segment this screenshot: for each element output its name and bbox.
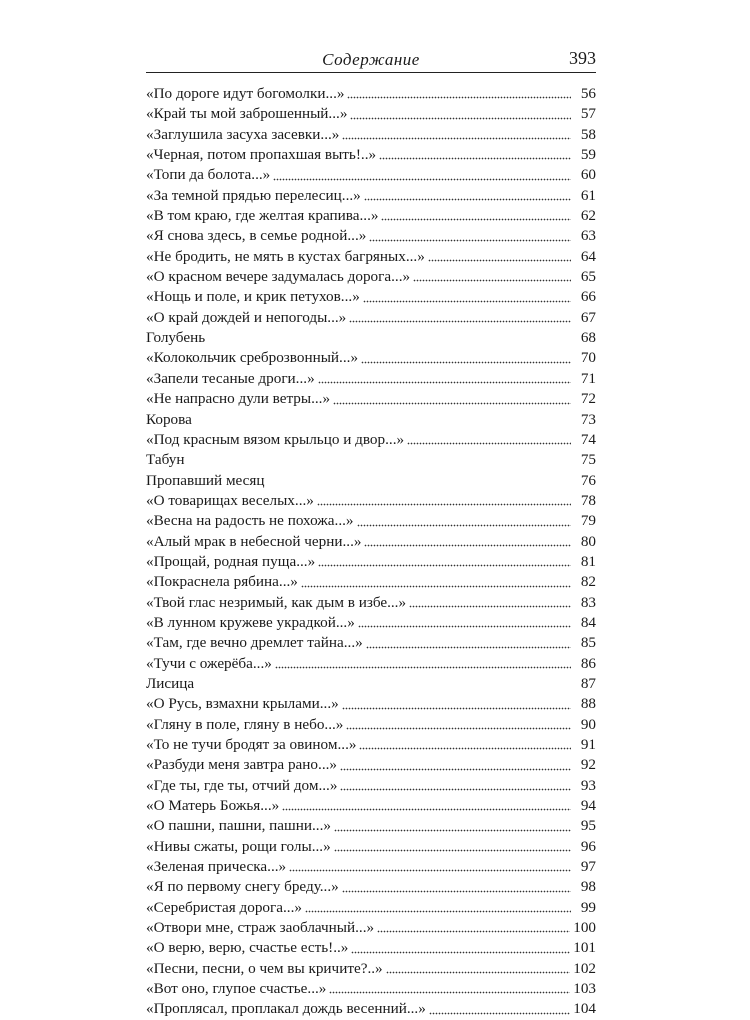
toc-entry-page: 78	[580, 491, 596, 509]
toc-entry-page: 79	[580, 512, 596, 530]
toc-entry-title: «Зеленая прическа...»	[146, 858, 287, 876]
toc-entry-page: 93	[580, 776, 596, 794]
toc-entry	[146, 165, 596, 185]
toc-dot-leader	[364, 198, 571, 201]
toc-entry-page: 61	[580, 186, 596, 204]
toc-entry-page: 84	[580, 613, 596, 631]
toc-entry-page: 58	[580, 125, 596, 143]
toc-entry-page: 75	[580, 451, 596, 469]
toc-entry-page: 103	[573, 980, 596, 998]
toc-entry-title: «Заглушила засуха засевки...»	[146, 125, 340, 143]
toc-entry-page: 82	[580, 573, 596, 591]
toc-entry	[146, 613, 596, 633]
toc-entry-title: «За темной прядью перелесиц...»	[146, 186, 361, 204]
toc-entry-title: «Гляну в поле, гляну в небо...»	[146, 715, 344, 733]
toc-entry-page: 74	[580, 430, 596, 448]
toc-entry-title: Корова	[146, 410, 192, 428]
toc-entry-title: «Не напрасно дули ветры...»	[146, 390, 331, 408]
toc-dot-leader	[350, 117, 571, 120]
toc-entry	[146, 450, 596, 470]
toc-entry-title: «В лунном кружеве украдкой...»	[146, 613, 355, 631]
toc-entry-page: 76	[580, 471, 596, 489]
toc-entry	[146, 552, 596, 572]
toc-entry	[146, 206, 596, 226]
toc-entry	[146, 755, 596, 775]
toc-dot-leader	[273, 178, 571, 181]
toc-entry-title: «О товарищах веселых...»	[146, 491, 314, 509]
toc-entry-title: «То не тучи бродят за овином...»	[146, 736, 357, 753]
toc-entry-page: 67	[580, 308, 596, 326]
toc-entry	[146, 572, 596, 592]
toc-dot-leader	[333, 402, 571, 405]
table-of-contents	[146, 84, 596, 1020]
toc-entry-page: 60	[580, 166, 596, 184]
toc-entry	[146, 430, 596, 450]
toc-entry-page: 86	[580, 654, 596, 672]
toc-entry-title: «Нивы сжаты, рощи голы...»	[146, 837, 331, 855]
toc-entry	[146, 267, 596, 287]
toc-entry	[146, 674, 596, 694]
toc-entry-title: «О пашни, пашни, пашни...»	[146, 817, 331, 835]
toc-entry-title: «О Русь, взмахни крылами...»	[146, 695, 339, 713]
toc-entry-title: Табун	[146, 451, 185, 469]
toc-entry-page: 95	[580, 817, 596, 835]
toc-entry	[146, 287, 596, 307]
toc-dot-leader	[334, 849, 571, 852]
toc-dot-leader	[282, 808, 571, 811]
toc-entry-page: 66	[580, 288, 596, 306]
toc-entry-title: «Тучи с ожерёба...»	[146, 654, 272, 672]
toc-entry	[146, 593, 596, 613]
toc-entry-title: «Нощь и поле, и крик петухов...»	[146, 288, 360, 306]
toc-entry-page: 83	[580, 593, 596, 611]
toc-entry-page: 80	[580, 532, 596, 550]
toc-entry	[146, 796, 596, 816]
toc-dot-leader	[377, 930, 570, 933]
toc-dot-leader	[347, 96, 571, 99]
toc-entry-page: 65	[580, 268, 596, 286]
toc-entry-page: 57	[580, 105, 596, 123]
toc-dot-leader	[275, 666, 571, 669]
toc-entry	[146, 694, 596, 714]
toc-dot-leader	[349, 320, 571, 323]
toc-entry-title: «По дороге идут богомолки...»	[146, 85, 345, 102]
toc-entry-page: 102	[573, 959, 596, 977]
toc-dot-leader	[334, 829, 571, 832]
toc-dot-leader	[363, 300, 571, 303]
toc-dot-leader	[364, 544, 571, 547]
toc-entry-page: 92	[580, 756, 596, 774]
toc-entry-title: «Я по первому снегу бреду...»	[146, 878, 339, 896]
toc-entry	[146, 389, 596, 409]
toc-entry-title: Голубень	[146, 329, 206, 347]
toc-entry-title: «О край дождей и непогоды...»	[146, 308, 347, 326]
toc-entry	[146, 938, 596, 958]
toc-dot-leader	[428, 259, 571, 262]
toc-dot-leader	[197, 686, 571, 689]
toc-entry-page: 81	[580, 552, 596, 570]
toc-entry-page: 64	[580, 247, 596, 265]
toc-dot-leader	[342, 890, 571, 893]
toc-dot-leader	[407, 442, 571, 445]
toc-entry-title: «Топи да болота...»	[146, 166, 271, 184]
toc-entry-title: «Прощай, родная пуща...»	[146, 552, 316, 570]
running-header	[146, 48, 596, 73]
toc-dot-leader	[301, 585, 571, 588]
header-title: Содержание	[322, 50, 420, 69]
toc-entry-page: 62	[580, 207, 596, 225]
toc-entry	[146, 654, 596, 674]
toc-entry-title: «О красном вечере задумалась дорога...»	[146, 268, 411, 286]
toc-dot-leader	[358, 625, 571, 628]
toc-entry	[146, 816, 596, 836]
toc-entry	[146, 511, 596, 531]
toc-dot-leader	[340, 768, 571, 771]
toc-entry-page: 68	[580, 329, 596, 347]
toc-dot-leader	[381, 218, 571, 221]
toc-entry	[146, 491, 596, 511]
toc-entry-page: 63	[580, 227, 596, 245]
toc-entry	[146, 999, 596, 1019]
toc-entry-page: 99	[580, 898, 596, 916]
toc-dot-leader	[366, 646, 571, 649]
toc-entry	[146, 328, 596, 348]
toc-dot-leader	[188, 463, 571, 466]
toc-dot-leader	[342, 137, 571, 140]
toc-entry	[146, 898, 596, 918]
toc-entry-title: «Алый мрак в небесной черни...»	[146, 532, 362, 550]
toc-dot-leader	[386, 971, 571, 974]
toc-dot-leader	[195, 422, 571, 425]
toc-dot-leader	[342, 707, 571, 710]
toc-entry-title: «О Матерь Божья...»	[146, 797, 280, 815]
toc-entry-page: 85	[580, 634, 596, 652]
toc-dot-leader	[318, 564, 571, 567]
toc-entry-title: «Серебристая дорога...»	[146, 898, 302, 916]
toc-entry	[146, 877, 596, 897]
toc-entry-page: 91	[580, 736, 596, 753]
toc-dot-leader	[429, 1012, 570, 1015]
toc-entry	[146, 410, 596, 430]
toc-entry	[146, 959, 596, 979]
toc-entry-title: «Под красным вязом крыльцо и двор...»	[146, 430, 405, 448]
toc-entry-page: 87	[580, 674, 596, 692]
toc-entry	[146, 776, 596, 796]
toc-dot-leader	[359, 747, 571, 750]
toc-entry-title: «Не бродить, не мять в кустах багряных...»	[146, 247, 425, 265]
toc-entry-page: 96	[580, 837, 596, 855]
toc-entry-title: «Проплясал, проплакал дождь весенний...»	[146, 1000, 426, 1018]
toc-entry-title: «Колокольчик среброзвонный...»	[146, 349, 359, 367]
toc-dot-leader	[268, 483, 571, 486]
toc-dot-leader	[318, 381, 571, 384]
toc-entry-page: 56	[580, 85, 596, 102]
toc-entry-title: «Отвори мне, страж заоблачный...»	[146, 919, 375, 937]
toc-dot-leader	[305, 910, 571, 913]
toc-entry-title: «Запели тесаные дроги...»	[146, 369, 315, 387]
toc-entry-title: «Я снова здесь, в семье родной...»	[146, 227, 367, 245]
toc-entry	[146, 918, 596, 938]
toc-entry-page: 59	[580, 146, 596, 164]
toc-dot-leader	[346, 727, 571, 730]
toc-entry	[146, 348, 596, 368]
toc-entry-title: «В том краю, где желтая крапива...»	[146, 207, 379, 225]
toc-entry	[146, 226, 596, 246]
toc-dot-leader	[340, 788, 571, 791]
toc-dot-leader	[208, 340, 571, 343]
toc-entry-title: «Разбуди меня завтра рано...»	[146, 756, 338, 774]
toc-dot-leader	[369, 239, 571, 242]
toc-dot-leader	[317, 503, 571, 506]
toc-entry	[146, 735, 596, 755]
toc-entry-title: «Край ты мой заброшенный...»	[146, 105, 348, 123]
toc-entry-title: Лисица	[146, 674, 195, 692]
toc-dot-leader	[413, 279, 571, 282]
toc-entry-page: 94	[580, 797, 596, 815]
toc-entry	[146, 104, 596, 124]
toc-entry-title: «Твой глас незримый, как дым в избе...»	[146, 593, 407, 611]
toc-entry-title: «Вот оно, глупое счастье...»	[146, 980, 327, 998]
toc-entry	[146, 715, 596, 735]
toc-entry	[146, 979, 596, 999]
toc-dot-leader	[361, 361, 571, 364]
toc-entry-page: 71	[580, 369, 596, 387]
page-number: 393	[569, 48, 596, 68]
toc-entry	[146, 369, 596, 389]
toc-entry	[146, 145, 596, 165]
toc-dot-leader	[351, 951, 570, 954]
toc-dot-leader	[289, 869, 571, 872]
toc-dot-leader	[357, 524, 571, 527]
toc-entry	[146, 532, 596, 552]
toc-entry-page: 101	[573, 939, 596, 957]
toc-entry-title: «Весна на радость не похожа...»	[146, 512, 354, 530]
toc-entry-title: Пропавший месяц	[146, 471, 265, 489]
toc-entry	[146, 471, 596, 491]
toc-entry	[146, 84, 596, 104]
toc-entry-page: 100	[573, 919, 596, 937]
toc-entry-title: «Там, где вечно дремлет тайна...»	[146, 634, 363, 652]
toc-entry-page: 104	[573, 1000, 596, 1018]
toc-dot-leader	[329, 991, 570, 994]
toc-entry-title: «О верю, верю, счастье есть!..»	[146, 939, 349, 957]
toc-entry-page: 73	[580, 410, 596, 428]
toc-entry-title: «Песни, песни, о чем вы кричите?..»	[146, 959, 383, 977]
toc-entry-page: 98	[580, 878, 596, 896]
toc-entry	[146, 633, 596, 653]
toc-entry-title: «Черная, потом пропахшая выть!..»	[146, 146, 377, 164]
toc-entry	[146, 125, 596, 145]
toc-entry-page: 88	[580, 695, 596, 713]
toc-entry	[146, 308, 596, 328]
toc-entry	[146, 857, 596, 877]
toc-dot-leader	[379, 157, 571, 160]
toc-dot-leader	[409, 605, 571, 608]
toc-entry-page: 97	[580, 858, 596, 876]
toc-entry-title: «Где ты, где ты, отчий дом...»	[146, 776, 338, 794]
toc-entry-title: «Покраснела рябина...»	[146, 573, 298, 591]
toc-entry-page: 72	[580, 390, 596, 408]
toc-entry	[146, 837, 596, 857]
toc-entry	[146, 186, 596, 206]
toc-entry-page: 70	[580, 349, 596, 367]
toc-entry-page: 90	[580, 715, 596, 733]
toc-entry	[146, 247, 596, 267]
